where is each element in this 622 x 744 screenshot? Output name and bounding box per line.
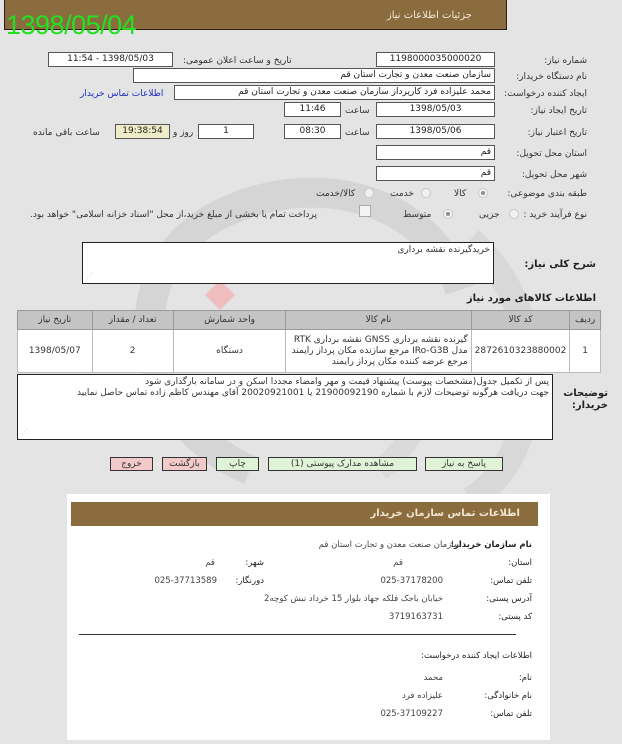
- cell-row: 1: [570, 330, 601, 373]
- created-date-field[interactable]: 1398/05/03: [376, 102, 495, 117]
- exit-button[interactable]: خروج: [110, 457, 153, 471]
- province-label: استان:: [508, 558, 532, 568]
- address-value: خیابان باجک فلکه جهاد بلوار 15 خرداد نبش کوچه2: [264, 594, 443, 604]
- category-service-radio[interactable]: [421, 188, 431, 198]
- category-goods-service-label: کالا/خدمت: [316, 189, 356, 199]
- city-value: قم: [205, 558, 215, 568]
- creator-family-label: نام خانوادگی:: [484, 691, 532, 701]
- creator-name-label: نام:: [518, 673, 532, 683]
- buyer-org-field[interactable]: سازمان صنعت معدن و تجارت استان قم: [133, 68, 495, 83]
- cell-code: 2872610323880002: [471, 330, 570, 373]
- delivery-city-label: شهر محل تحویل:: [521, 170, 587, 180]
- need-number-field[interactable]: 1198000035000020: [376, 52, 495, 67]
- delivery-province-field[interactable]: قم: [376, 145, 495, 160]
- treasury-label: پرداخت تمام یا بخشی از مبلغ خرید،از محل "اسناد خزانه اسلامی" خواهد بود.: [30, 210, 318, 220]
- buyer-notes-label: توضیحات خریدار:: [563, 388, 608, 411]
- validity-time-field[interactable]: 08:30: [284, 124, 341, 139]
- table-row: [18, 330, 601, 373]
- page-title: جزئیات اطلاعات نیاز: [386, 10, 472, 21]
- col-row: ردیف: [570, 311, 601, 330]
- created-time-label: ساعت: [345, 106, 370, 116]
- created-date-label: تاریخ ایجاد نیاز:: [530, 106, 587, 116]
- creator-phone-value: 025-37109227: [380, 709, 443, 719]
- creator-section-title: اطلاعات ایجاد کننده درخواست:: [421, 651, 532, 661]
- description-text: خریدگیرنده نقشه برداری: [397, 245, 490, 255]
- remaining-label: ساعت باقی مانده: [33, 128, 100, 138]
- items-header-row: [18, 311, 601, 330]
- category-service-label: خدمت: [390, 189, 414, 199]
- delivery-province-label: استان محل تحویل:: [516, 149, 587, 159]
- col-code: کد کالا: [471, 311, 570, 330]
- validity-time-label: ساعت: [345, 128, 370, 138]
- fax-label: دورنگار:: [235, 576, 264, 586]
- validity-date-field[interactable]: 1398/05/06: [376, 124, 495, 139]
- resize-grip-icon[interactable]: ⋰: [86, 272, 93, 280]
- announce-datetime-label: تاریخ و ساعت اعلان عمومی:: [183, 56, 292, 66]
- buyer-org-label: نام دستگاه خریدار:: [516, 72, 587, 82]
- back-button[interactable]: بازگشت: [162, 457, 207, 471]
- buyer-notes-line1: پس از تکمیل جدول(مشخصات پیوست) پیشنهاد قیمت و مهر وامضاء مجددا اسکن و در سامانه بارگذاری شود: [145, 377, 549, 387]
- creator-family-value: علیزاده فرد: [402, 691, 443, 701]
- category-goods-label: کالا: [454, 189, 467, 199]
- category-goods-service-radio[interactable]: [364, 188, 374, 198]
- need-number-label: شماره نیاز:: [544, 56, 587, 66]
- buyer-notes-textarea[interactable]: [17, 374, 553, 440]
- category-label: طبقه بندی موضوعی:: [507, 189, 587, 199]
- cell-date: 1398/05/07: [18, 330, 93, 373]
- process-medium-radio[interactable]: [443, 209, 453, 219]
- print-button[interactable]: چاپ: [216, 457, 259, 471]
- items-section-title: اطلاعات کالاهای مورد نیاز: [466, 293, 596, 304]
- col-date: تاریخ نیاز: [18, 311, 93, 330]
- date-stamp: 1398/05/04: [6, 10, 137, 40]
- buyer-contact-panel: [67, 494, 550, 740]
- view-attachments-button[interactable]: مشاهده مدارک پیوستی (1): [268, 457, 417, 471]
- city-label: شهر:: [245, 558, 264, 568]
- org-value: سازمان صنعت معدن و تجارت استان قم: [318, 540, 461, 550]
- fax-value: 025-37713589: [154, 576, 217, 586]
- requester-label: ایجاد کننده درخواست:: [504, 89, 587, 99]
- creator-name-value: محمد: [423, 673, 443, 683]
- process-medium-label: متوسط: [403, 210, 432, 220]
- phone-value: 025-37178200: [380, 576, 443, 586]
- announce-datetime-field[interactable]: 1398/05/03 - 11:54: [48, 52, 173, 67]
- days-label: روز و: [173, 128, 194, 138]
- org-label: نام سازمان خریدار:: [450, 540, 532, 550]
- province-value: قم: [393, 558, 403, 568]
- purchase-process-label: نوع فرآیند خرید :: [523, 210, 587, 220]
- postal-label: کد پستی:: [498, 612, 532, 622]
- requester-field[interactable]: محمد علیزاده فرد کارپرداز سازمان صنعت معدن و تجارت استان قم: [174, 85, 495, 100]
- items-table: [17, 310, 601, 373]
- treasury-checkbox[interactable]: [359, 205, 371, 217]
- created-time-field[interactable]: 11:46: [284, 102, 341, 117]
- cell-unit: دستگاه: [173, 330, 286, 373]
- delivery-city-field[interactable]: قم: [376, 166, 495, 181]
- cell-name: گیرنده نقشه برداری GNSS نقشه برداری RTK مدل IRo-G3B مرجع سازنده مکان پرداز رایمند مرجع عرضه کننده مکان پرداز رایمند: [286, 330, 471, 373]
- contact-panel-title: اطلاعات تماس سازمان خریدار: [370, 508, 520, 519]
- col-qty: تعداد / مقدار: [92, 311, 173, 330]
- cell-qty: 2: [92, 330, 173, 373]
- process-minor-label: جزیی: [479, 210, 500, 220]
- remaining-days-field[interactable]: 1: [198, 124, 254, 139]
- description-label: شرح کلی نیاز:: [524, 259, 596, 270]
- contact-panel-header: [71, 502, 538, 526]
- postal-value: 3719163731: [388, 612, 443, 622]
- creator-phone-label: تلفن تماس:: [490, 709, 532, 719]
- description-textarea[interactable]: [82, 242, 494, 284]
- buyer-notes-line2: جهت دریافت هرگونه توضیحات لازم با شماره 21900092190 یا 20020921001 آقای مهندس کاظم زاده تماس حاصل نمایید: [76, 388, 549, 398]
- contact-divider: [79, 634, 516, 635]
- col-unit: واحد شمارش: [173, 311, 286, 330]
- phone-label: تلفن تماس:: [490, 576, 532, 586]
- validity-date-label: تاریخ اعتبار نیاز:: [527, 128, 587, 138]
- buyer-contact-link[interactable]: اطلاعات تماس خریدار: [80, 89, 164, 99]
- col-name: نام کالا: [286, 311, 471, 330]
- resize-grip-icon[interactable]: ⋰: [21, 428, 28, 436]
- respond-button[interactable]: پاسخ به نیاز: [425, 457, 503, 471]
- address-label: آدرس پستی:: [486, 594, 532, 604]
- remaining-time-field: 19:38:54: [115, 124, 170, 139]
- category-goods-radio[interactable]: [478, 188, 488, 198]
- process-minor-radio[interactable]: [509, 209, 519, 219]
